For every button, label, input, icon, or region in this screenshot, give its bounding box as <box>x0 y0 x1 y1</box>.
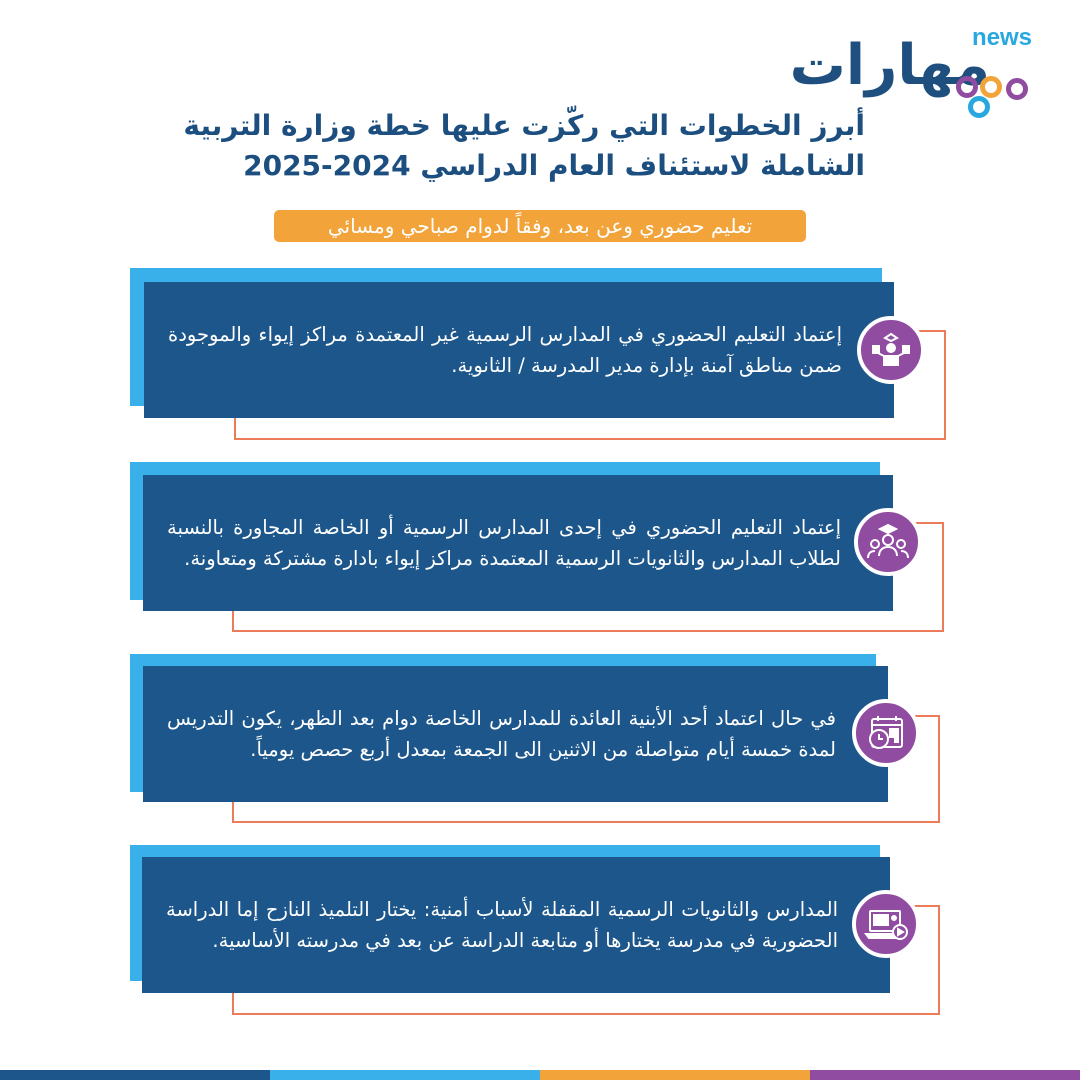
footer-bar-purple <box>810 1070 1080 1080</box>
card-text: إعتماد التعليم الحضوري في المدارس الرسمية غير المعتمدة مراكز إيواء والموجودة ضمن مناطق آمنة بإدارة مدير المدرسة / الثانوية. <box>168 323 842 377</box>
card-step-1 <box>144 282 894 418</box>
logo-dot-purple-small <box>1006 78 1028 100</box>
calendar-clock-icon <box>852 699 920 767</box>
logo-word: مهارات <box>789 33 990 98</box>
card-text: المدارس والثانويات الرسمية المقفلة لأسباب أمنية: يختار التلميذ النازح إما الدراسة الحضورية في مدرسة يختارها أو متابعة الدراسة عن بعد في مدرسته الأساسية. <box>166 898 838 952</box>
card-text: في حال اعتماد أحد الأبنية العائدة للمدارس الخاصة دوام بعد الظهر، يكون التدريس لمدة خمسة أيام متواصلة من الاثنين الى الجمعة بمعدل أربع حصص يومياً. <box>167 707 836 761</box>
footer-bar-darkblue <box>0 1070 270 1080</box>
title-line-1: أبرز الخطوات التي ركّزت عليها خطة وزارة التربية <box>183 109 865 142</box>
online-class-icon <box>852 890 920 958</box>
teacher-books-icon <box>857 316 925 384</box>
card-text: إعتماد التعليم الحضوري في إحدى المدارس الرسمية أو الخاصة المجاورة بالنسبة لطلاب المدارس والثانويات الرسمية المعتمدة مراكز إيواء بادارة مشتركة ومتعاونة. <box>167 516 841 570</box>
title-line-2: الشاملة لاستئناف العام الدراسي 2024-2025 <box>243 149 865 182</box>
page-title <box>0 106 865 186</box>
graduates-group-icon <box>854 508 922 576</box>
card-step-2 <box>143 475 893 611</box>
logo-dot-orange <box>980 76 1002 98</box>
subtitle-pill: تعليم حضوري وعن بعد، وفقاً لدوام صباحي ومسائي <box>274 210 806 242</box>
logo-dot-purple <box>956 76 978 98</box>
footer-bar-lightblue <box>270 1070 540 1080</box>
logo-news-text: news <box>971 24 1032 51</box>
footer-bar-orange <box>540 1070 810 1080</box>
brand-logo <box>789 24 1036 114</box>
card-step-4 <box>142 857 890 993</box>
card-step-3 <box>143 666 888 802</box>
logo-dot-blue <box>968 96 990 118</box>
